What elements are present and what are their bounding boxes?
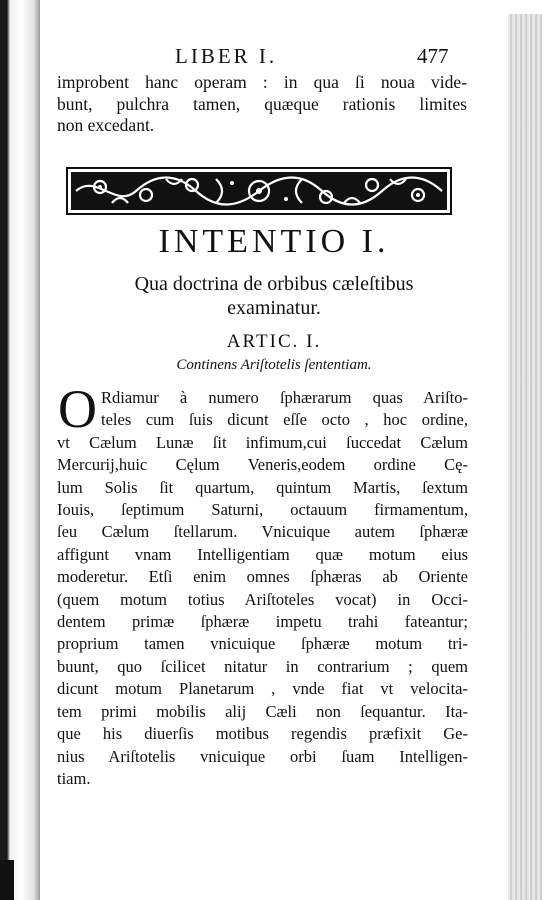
article-subheading: Continens Ariſtotelis ſententiam.	[176, 357, 372, 373]
running-head: LIBER I.	[175, 44, 278, 68]
text-line: affigunt vnam Intelligentiam quæ motum eius	[57, 544, 468, 564]
page-number: 477	[417, 44, 449, 68]
body-paragraph	[57, 387, 468, 790]
text-line: tem primi mobilis alij Cæli non ſequantur. Ita-	[57, 701, 468, 721]
section-title: INTENTIO I.	[158, 223, 390, 260]
text-line: dentem primæ ſphæræ impetu trahi fateantur;	[57, 612, 468, 632]
text-line: (quem motum totius Ariſtoteles vocat) in Occi-	[57, 589, 468, 609]
subtitle-line: examinatur.	[227, 297, 321, 319]
article-heading: ARTIC. I.	[226, 331, 322, 352]
floral-headpiece-ornament-icon	[66, 167, 452, 215]
text-line: Mercurij,huic Cęlum Veneris,eodem ordine Cę-	[57, 455, 468, 475]
carryover-paragraph	[57, 72, 467, 137]
drop-cap: O	[58, 379, 97, 439]
subtitle-line: Qua doctrina de orbibus cæleſtibus	[134, 273, 414, 295]
section-subtitle	[40, 272, 508, 320]
text-line: ſeu Cælum ſtellarum. Vnicuique autem ſphæræ	[57, 522, 468, 542]
page-header	[175, 44, 475, 68]
text-line: lum Solis ſit quartum, quintum Martis, ſextum	[57, 477, 468, 497]
text-line: dicunt motum Planetarum , vnde fiat vt velocita-	[57, 679, 468, 699]
text-line: vt Cælum Lunæ ſit infimum,cui ſuccedat Cælum	[57, 432, 468, 452]
text-line: nius Ariſtotelis vnicuique orbi ſuam Intelligen-	[57, 746, 468, 766]
text-line: proprium tamen vnicuique ſphæræ motum tri-	[57, 634, 468, 654]
text-line: que his diuerſis motibus regendis præfixit Ge-	[57, 724, 468, 744]
page-edges	[507, 14, 542, 900]
text-line: teles cum ſuis dicunt eſſe octo , hoc ordine,	[101, 410, 468, 430]
text-line: Rdiamur à numero ſphærarum quas Ariſto-	[101, 388, 468, 407]
binding-shadow	[0, 860, 14, 900]
text-line: bunt, pulchra tamen, quæque rationis limites	[57, 93, 467, 114]
text-line: improbent hanc operam : in qua ſi noua vide-	[57, 72, 467, 92]
book-page	[40, 0, 508, 900]
text-line: tiam.	[57, 768, 91, 788]
book-gutter	[0, 0, 40, 900]
text-line: Iouis, ſeptimum Saturni, octauum firmamentum,	[57, 500, 468, 520]
text-line: buunt, quo ſcilicet nitatur in contrarium ; quem	[57, 656, 468, 676]
text-line: non excedant.	[57, 115, 155, 135]
text-line: moderetur. Etſi enim omnes ſphæras ab Oriente	[57, 567, 468, 587]
